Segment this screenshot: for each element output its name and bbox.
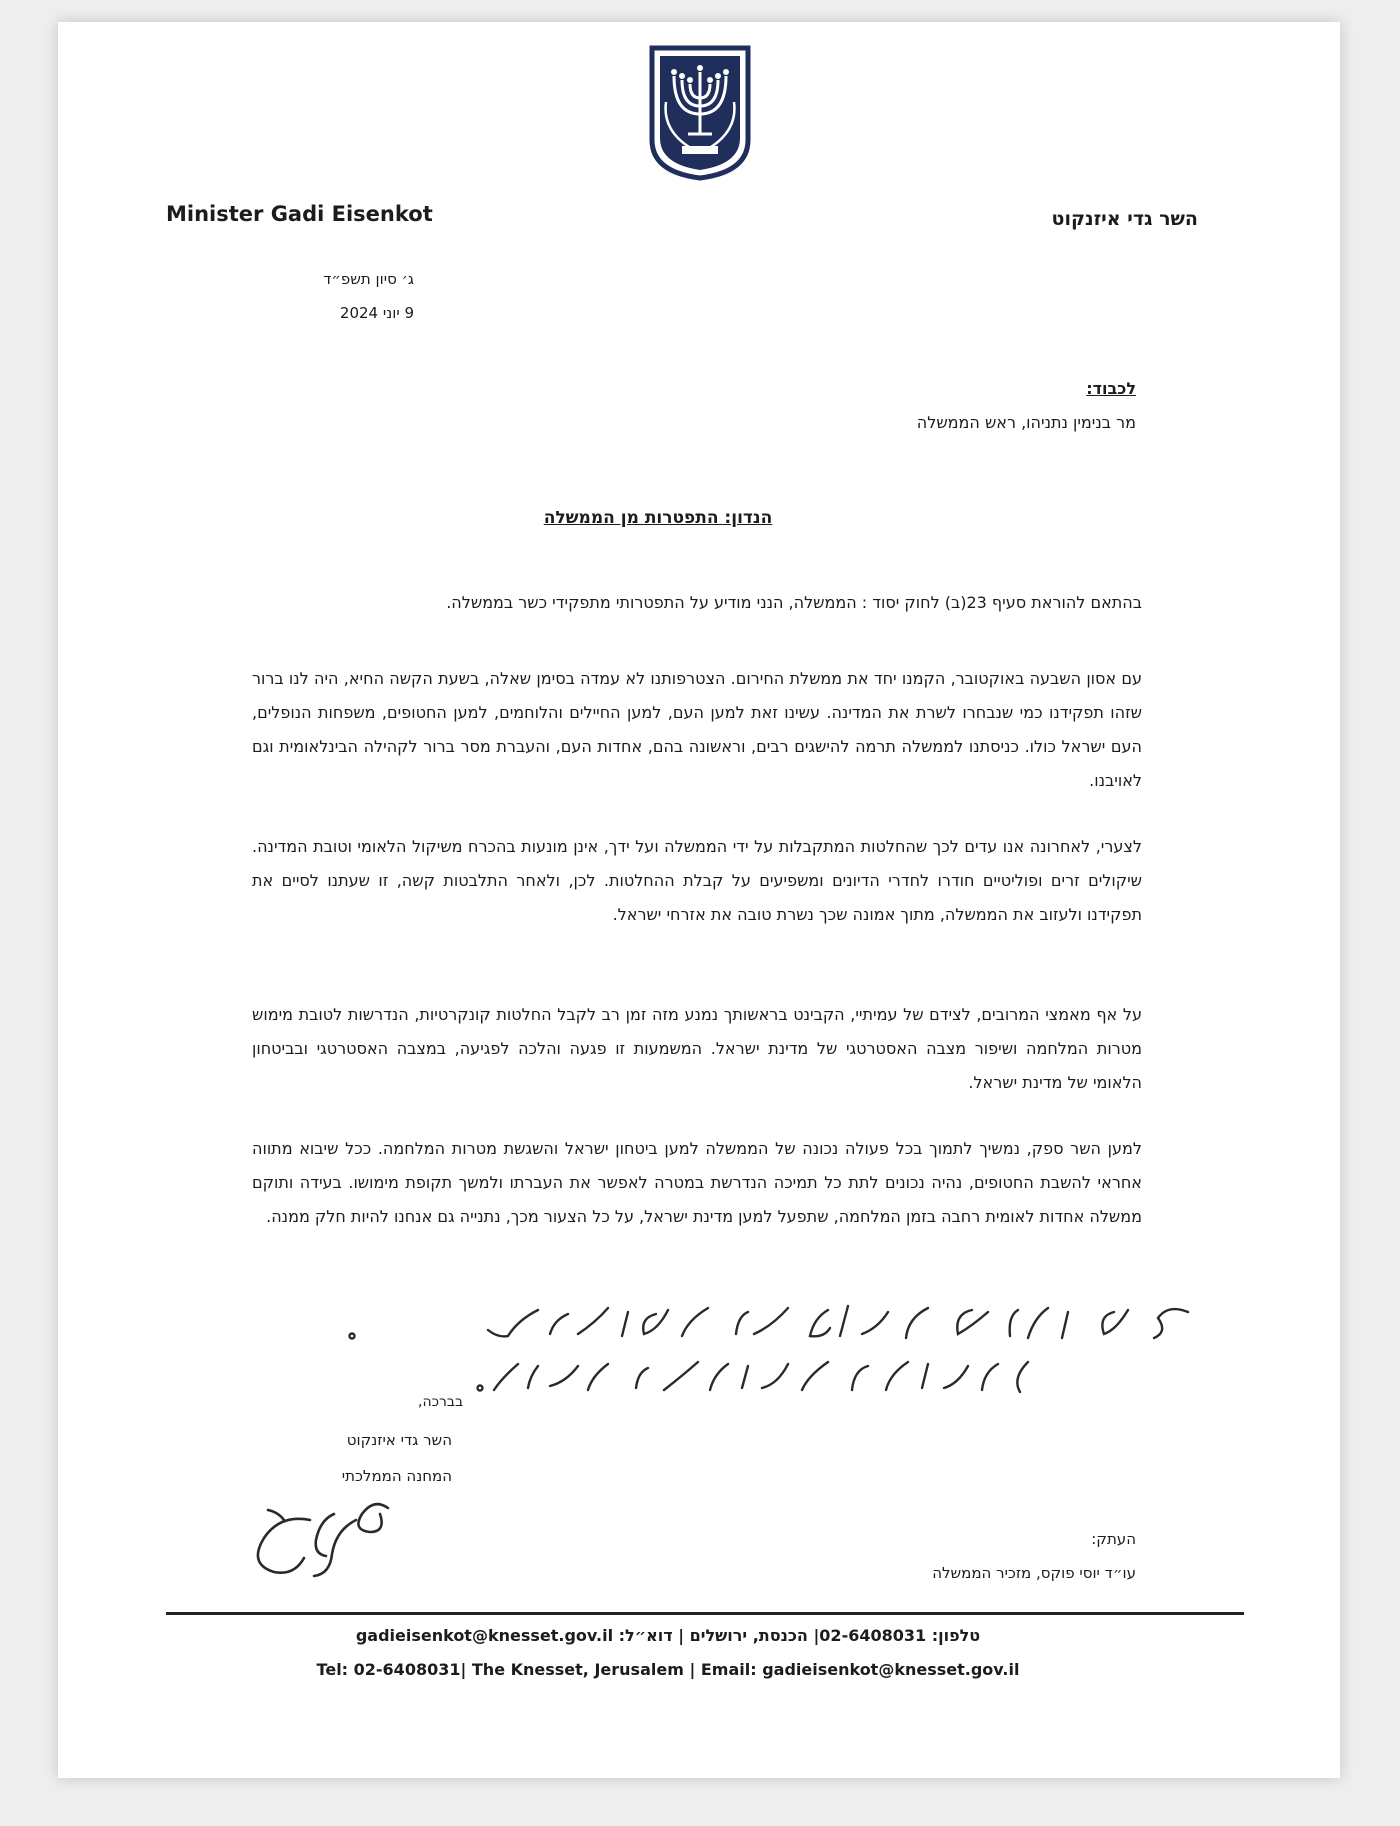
hebrew-date: ג׳ סיון תשפ״ד: [323, 270, 414, 288]
state-emblem-icon: [644, 42, 756, 182]
signer-block: [252, 1422, 452, 1494]
letter-subject: הנדון: התפטרות מן הממשלה: [543, 508, 773, 528]
footer-contact-en: Tel: 02-6408031| The Knesset, Jerusalem | Email: gadieisenkot@knesset.gov.il: [316, 1660, 1020, 1679]
letter-page: [58, 22, 1340, 1778]
signer-title: המחנה הממלכתי: [341, 1467, 452, 1485]
closing-blessing: בברכה,: [418, 1394, 464, 1410]
cc-name: עו״ד יוסי פוקס, מזכיר הממשלה: [932, 1564, 1136, 1582]
minister-name-en: Minister Gadi Eisenkot: [166, 202, 433, 226]
minister-name-he: השר גדי איזנקוט: [1051, 208, 1198, 230]
signature-icon: [238, 1490, 398, 1582]
recipient-name: מר בנימין נתניהו, ראש הממשלה: [916, 413, 1136, 432]
cc-block: [932, 1522, 1136, 1590]
footer-contact-he: טלפון: 02-6408031| הכנסת, ירושלים | דוא״ל: gadieisenkot@knesset.gov.il: [355, 1626, 981, 1645]
paragraph: לצערי, לאחרונה אנו עדים לכך שהחלטות המתקבלות על ידי הממשלה ועל ידך, אינן מונעות בהכרח משיקול הלאומי וטובת המדינה. שיקולים זרים ופוליטיים חודרו לחדרי הדיונים ומשפיעים על קבלת ההחלטות. לכן, ולאחר התלבטות קשה, זו שעתנו לסיים את תפקידנו ולעזוב את הממשלה, מתוך אמונה שכך נשרת טובה את אזרחי ישראל.: [252, 837, 1142, 924]
date-block: [254, 262, 414, 330]
signer-name: השר גדי איזנקוט: [346, 1431, 452, 1449]
paragraph: על אף מאמצי המרובים, לצידם של עמיתיי, הקבינט בראשותך נמנע מזה זמן רב לקבל החלטות קונקרטיות, הנדרשות לטובת מימוש מטרות המלחמה ושיפור מצבה האסטרטגי של מדינת ישראל. המשמעות זו פגעה והלכה לפגיעה, במצבה האסטרטגי ובביטחון הלאומי של מדינת ישראל.: [252, 1005, 1142, 1092]
paragraph: למען השר ספק, נמשיך לתמוך בכל פעולה נכונה של הממשלה למען ביטחון ישראל והשגשת מטרות המלחמה. ככל שיבוא מתווה אחראי להשבת החטופים, נהיה נכונים לתת כל תמיכה הנדרשת במטרה לאפשר את העברתו ולמשך תקופת מימושו. בעידה ותוקם ממשלה אחדות לאומית רחבה בזמן המלחמה, שתפעל למען מדינת ישראל, על כל הצעור מכך, נתנייה גם אנחנו להיות חלק ממנה.: [252, 1139, 1142, 1226]
gregorian-date: 9 יוני 2024: [339, 304, 414, 322]
paragraph: בהתאם להוראת סעיף 23(ב) לחוק יסוד : הממשלה, הנני מודיע על התפטרותי מתפקידי כשר בממשלה.: [446, 593, 1142, 612]
recipient-label: לכבוד:: [1086, 379, 1136, 398]
recipient-block: [917, 372, 1136, 440]
paragraph: עם אסון השבעה באוקטובר, הקמנו יחד את ממשלת החירום. הצטרפותנו לא עמדה בסימן שאלה, בשעת הקשה החיא, היה לנו ברור שזהו תפקידנו כמי שנבחרו לשרת את המדינה. עשינו זאת למען העם, למען החיילים והלוחמים, למען החטופים, משפחות הנופלים, העם ישראל כולו. כניסתנו לממשלה תרמה להישגים רבים, וראשונה בהם, אחדות העם, והעברת מסר ברור לקהילה הבינלאומית וגם לאויבנו.: [252, 669, 1142, 790]
cc-label: העתק:: [1091, 1530, 1136, 1548]
footer-divider: [166, 1612, 1244, 1615]
